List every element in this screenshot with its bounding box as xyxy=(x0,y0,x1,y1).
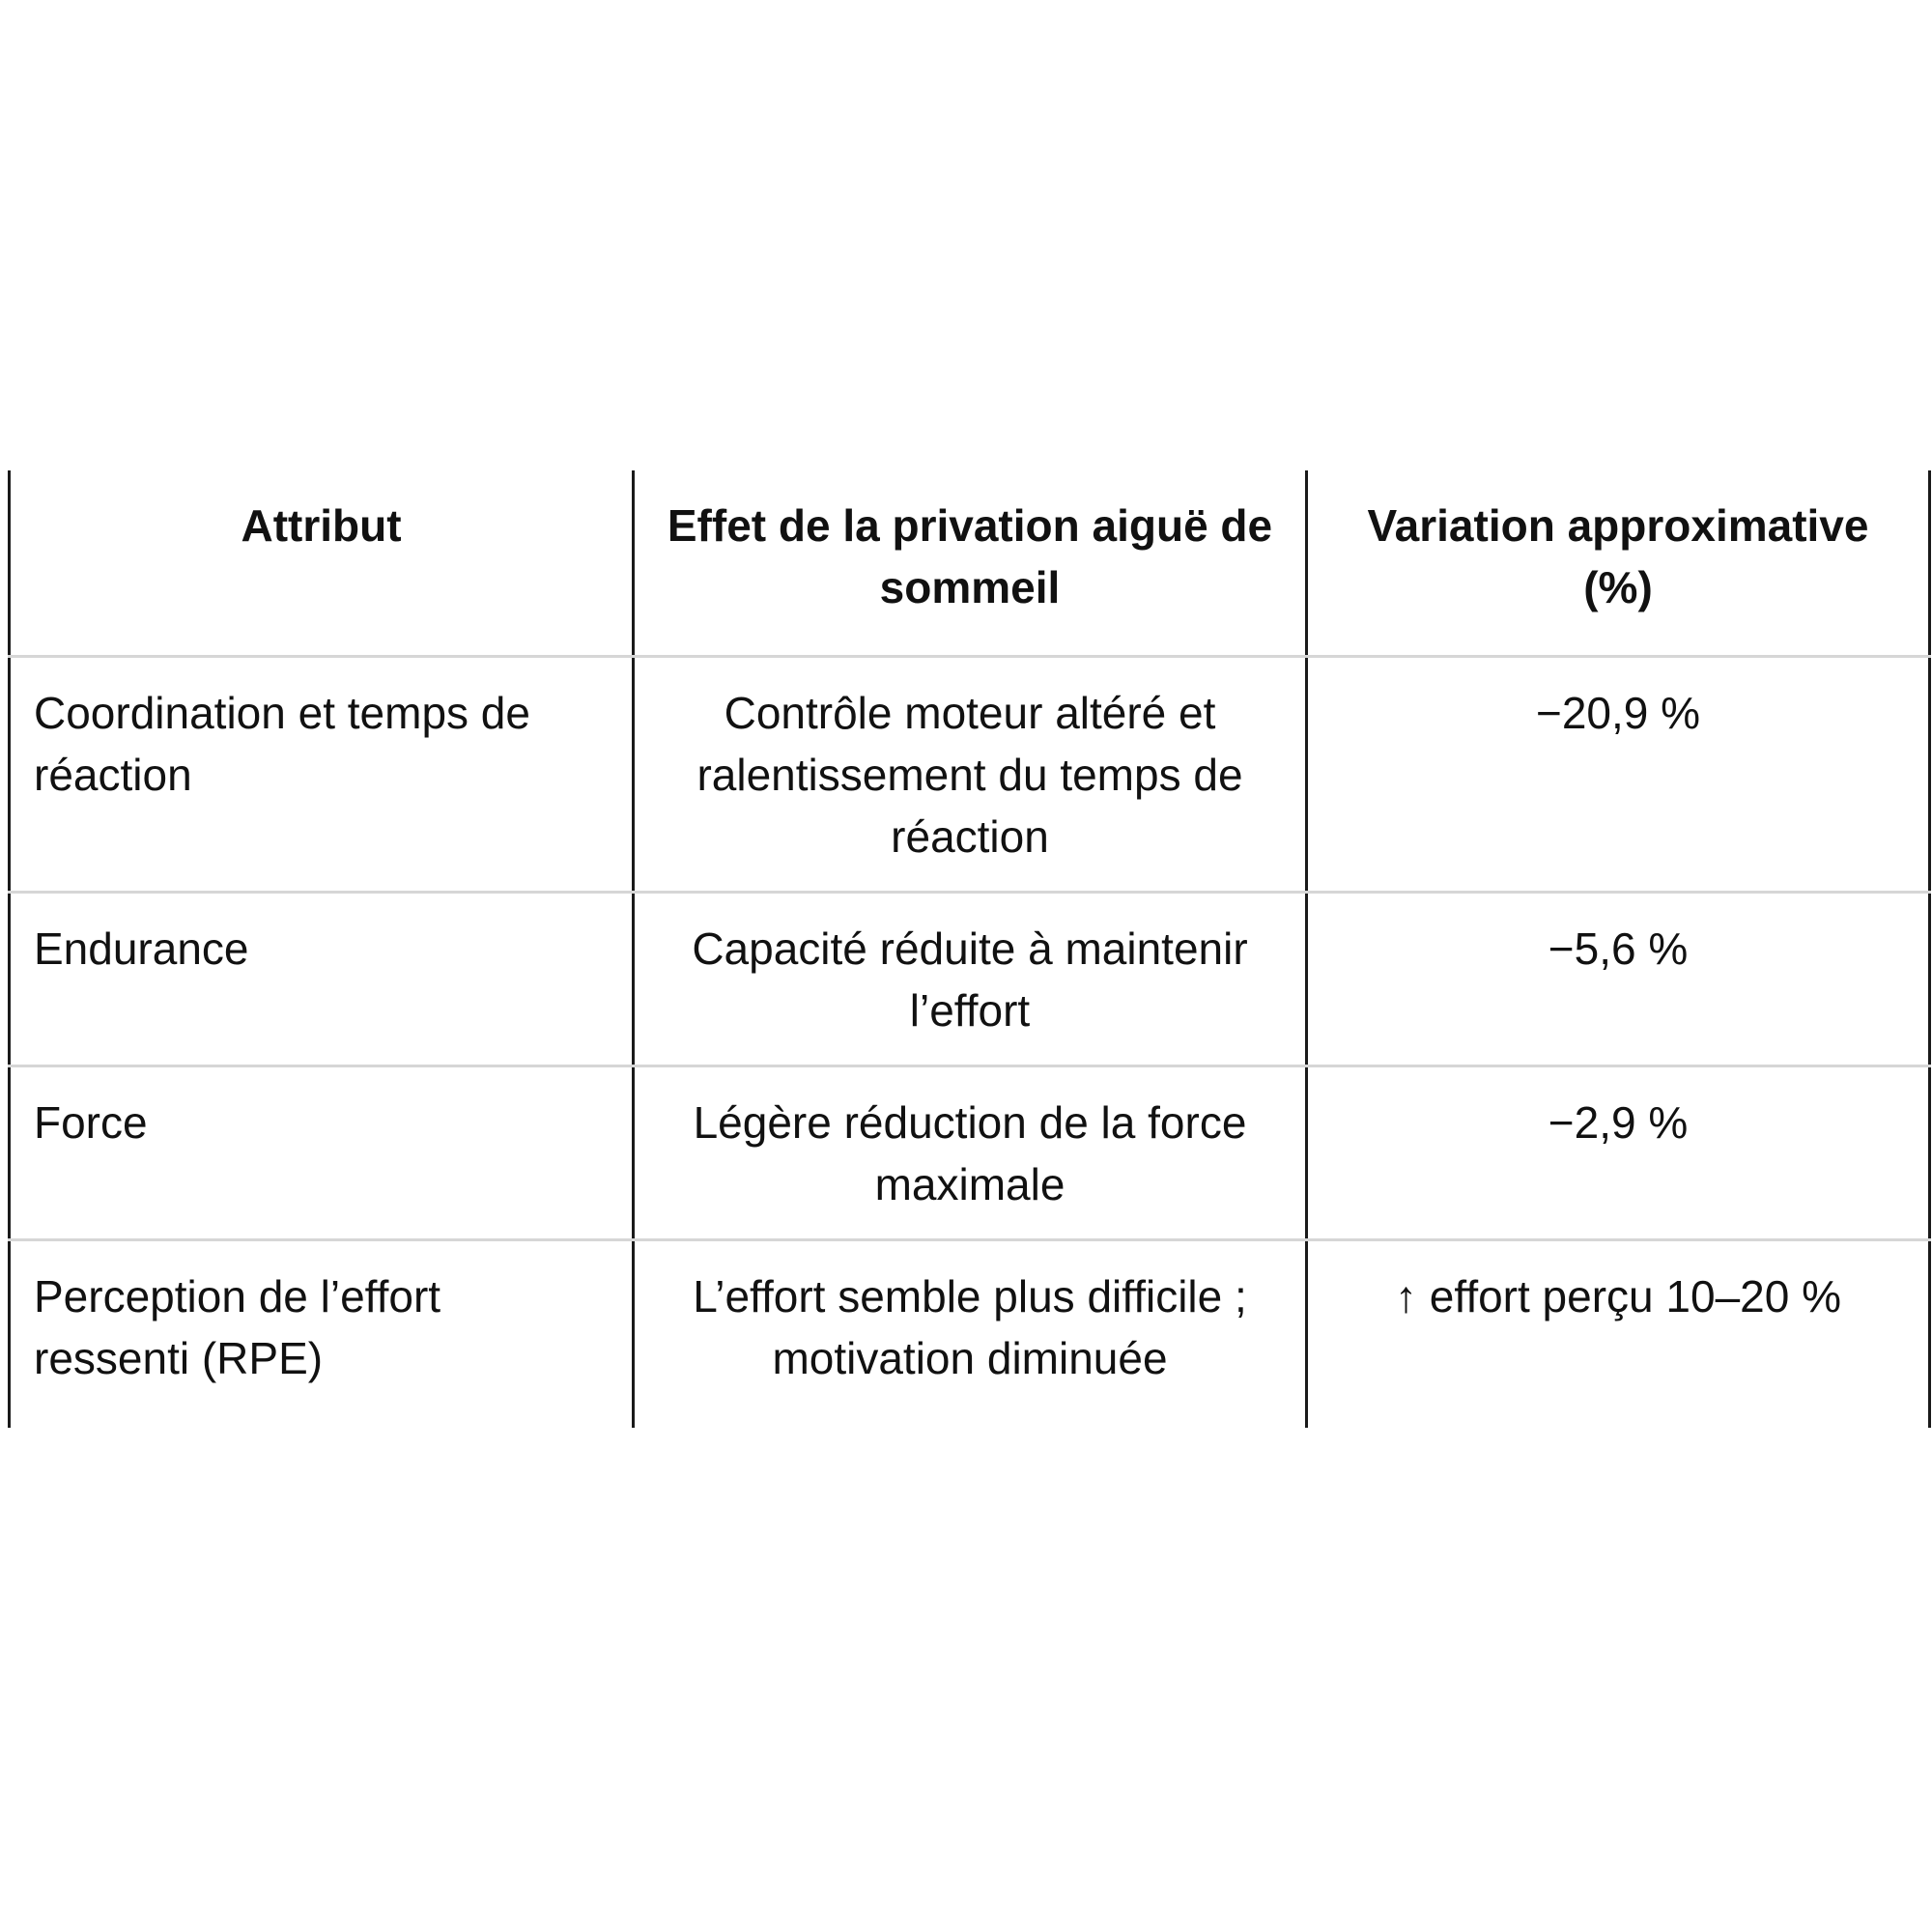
header-effet: Effet de la privation aiguë de sommeil xyxy=(634,470,1307,657)
cell-effet: L’effort semble plus difficile ; motivation diminuée xyxy=(634,1240,1307,1429)
cell-effet: Capacité réduite à maintenir l’effort xyxy=(634,893,1307,1066)
table-row xyxy=(10,657,1930,893)
table-body xyxy=(10,657,1930,1429)
cell-variation: ↑ effort perçu 10–20 % xyxy=(1307,1240,1930,1429)
cell-attribut: Coordination et temps de réaction xyxy=(10,657,634,893)
header-attribut: Attribut xyxy=(10,470,634,657)
table-row xyxy=(10,1066,1930,1240)
cell-variation: −20,9 % xyxy=(1307,657,1930,893)
sleep-deprivation-table xyxy=(8,470,1931,1428)
cell-attribut: Endurance xyxy=(10,893,634,1066)
sleep-deprivation-table-wrapper xyxy=(8,470,1928,1428)
header-row xyxy=(10,470,1930,657)
cell-variation: −5,6 % xyxy=(1307,893,1930,1066)
table-row xyxy=(10,893,1930,1066)
table-row xyxy=(10,1240,1930,1429)
cell-effet: Légère réduction de la force maximale xyxy=(634,1066,1307,1240)
cell-attribut: Perception de l’effort ressenti (RPE) xyxy=(10,1240,634,1429)
cell-attribut: Force xyxy=(10,1066,634,1240)
cell-variation: −2,9 % xyxy=(1307,1066,1930,1240)
header-variation: Variation approximative (%) xyxy=(1307,470,1930,657)
cell-effet: Contrôle moteur altéré et ralentissement du temps de réaction xyxy=(634,657,1307,893)
table-header xyxy=(10,470,1930,657)
